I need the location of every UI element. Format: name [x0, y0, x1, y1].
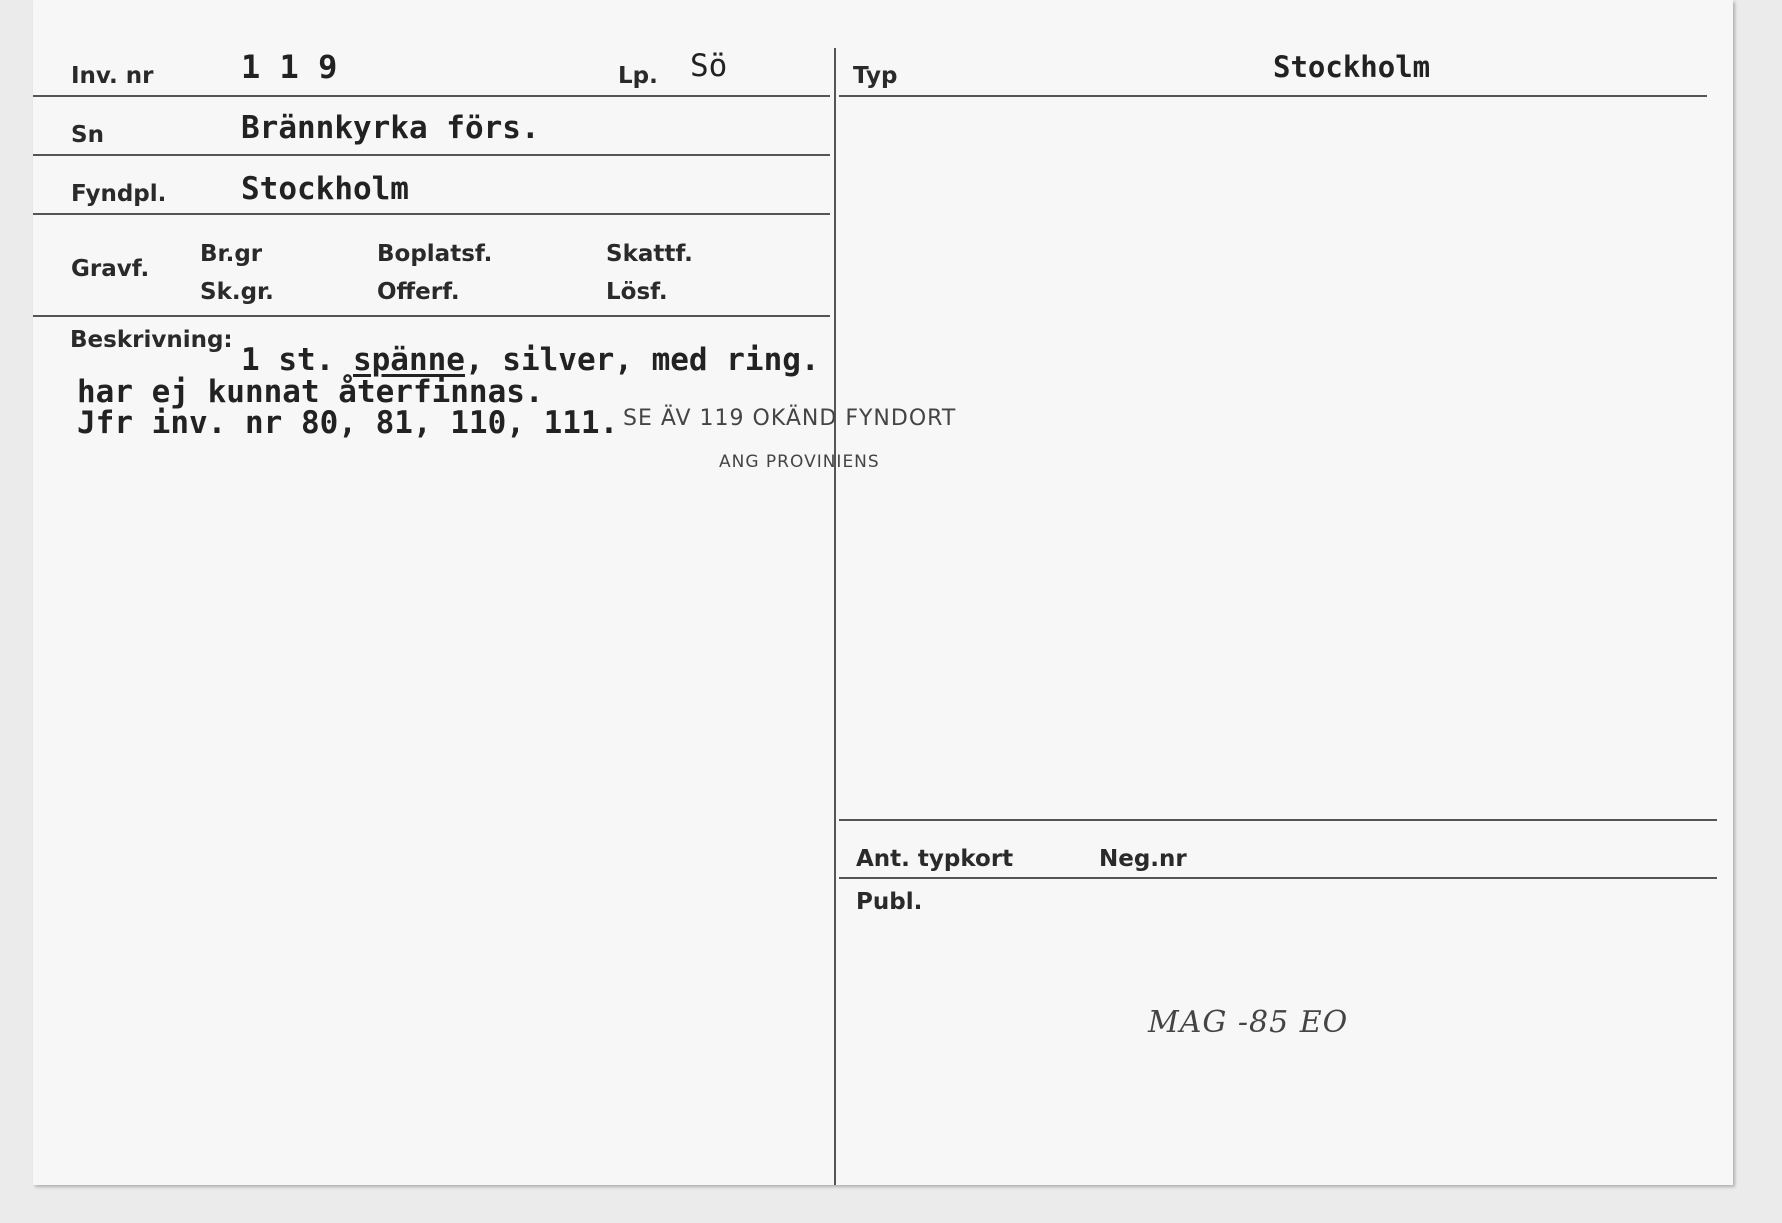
- fyndpl-value: Stockholm: [241, 171, 409, 207]
- divider-line: [33, 213, 830, 215]
- br-gr-label: Br.gr: [200, 241, 263, 267]
- description-text: , silver, med ring.: [464, 342, 820, 378]
- lp-label: Lp.: [618, 63, 658, 89]
- sk-gr-label: Sk.gr.: [200, 279, 274, 305]
- description-line-1: [241, 342, 820, 378]
- handwritten-signature: MAG -85 EO: [1148, 1005, 1349, 1040]
- divider-line: [839, 819, 1717, 821]
- gravf-label: Gravf.: [71, 256, 150, 282]
- typ-value: Stockholm: [1273, 50, 1431, 84]
- handwritten-note: ANG PROVINIENS: [719, 452, 880, 472]
- skattf-label: Skattf.: [606, 241, 693, 267]
- offerf-label: Offerf.: [377, 279, 460, 305]
- divider-line: [33, 315, 830, 317]
- typ-label: Typ: [853, 63, 898, 89]
- column-divider: [834, 48, 836, 1185]
- fyndpl-label: Fyndpl.: [71, 181, 167, 207]
- publ-label: Publ.: [856, 889, 923, 915]
- description-line-3: Jfr inv. nr 80, 81, 110, 111.: [77, 405, 619, 441]
- divider-line: [839, 877, 1717, 879]
- description-line-2: har ej kunnat återfinnas.: [77, 374, 544, 410]
- losf-label: Lösf.: [606, 279, 668, 305]
- beskrivning-label: Beskrivning:: [70, 327, 233, 353]
- neg-nr-label: Neg.nr: [1099, 846, 1187, 872]
- ant-typkort-label: Ant. typkort: [856, 846, 1014, 872]
- description-text: 1 st.: [241, 342, 353, 378]
- boplatsf-label: Boplatsf.: [377, 241, 493, 267]
- divider-line: [33, 154, 830, 156]
- sn-label: Sn: [71, 122, 104, 148]
- inv-nr-label: Inv. nr: [71, 63, 154, 89]
- sn-value: Brännkyrka förs.: [241, 110, 540, 146]
- divider-line: [839, 95, 1707, 97]
- inv-nr-value: 1 1 9: [241, 48, 338, 86]
- catalog-card: [33, 0, 1733, 1185]
- lp-value: Sö: [690, 48, 728, 84]
- description-underlined-word: spänne: [352, 342, 465, 378]
- divider-line: [33, 95, 830, 97]
- handwritten-note: SE ÄV 119 OKÄND FYNDORT: [623, 406, 957, 431]
